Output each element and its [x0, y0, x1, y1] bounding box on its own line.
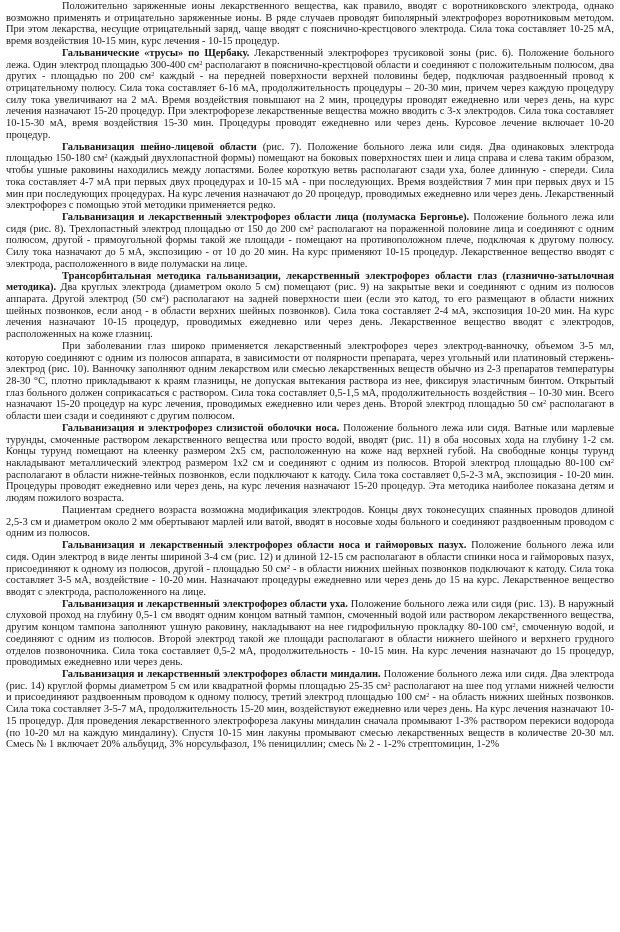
- body-text: Лекарственный электрофорез трусиковой зоны (рис. 6). Положение больного лежа. Один электрод площадью 300-400 см: [6, 47, 614, 71]
- body-text: Положение больного лежа или сидя. Ватные или марлевые турунды, смоченные раствором лекарственного вещества или просто водой, вводят (рис. 11) в оба носовых хода на глубину 1-2 см. Концы турунд помещают на клеенку размером 2х5 см, расположенную на коже над верхней губой. На свободные концы турунд накладывают металлический электрод размером 1х2 см и соединяют с одним из полюсов. Второй электрод площадью 80-100 см: [6, 422, 614, 470]
- paragraph: [6, 212, 614, 271]
- body-text: Положение больного лежа или сидя (рис. 8). Трехлопастный электрод площадью от 150 до 200 см: [6, 211, 615, 235]
- section-heading: Гальванизация и лекарственный электрофорез области носа и гайморовых пазух.: [62, 540, 467, 552]
- body-text: располагают на пораженной половине лица и соединяют с одним полюсом, другой - прямоугольной формы такой же площади - помещают на противоположном плече, подключая к другому полюсу. Силу тока назначают до 5 мА, экспозицию - от 10 до 20 мин. На курс применяют 10-15 процедур. Лекарственное вещество вводят с электрода, расположенного в виде полумаски на лице.: [6, 223, 614, 270]
- superscript: 2: [199, 59, 203, 67]
- superscript: 2: [610, 458, 614, 466]
- paragraph: [6, 142, 614, 212]
- body-text: Два круглых электрода (диаметром около 5 см) помещают (рис. 9) на закрытые веки и соединяют с одним из полюсов аппарата. Другой электрод (50 см: [6, 282, 614, 305]
- superscript: 2: [162, 293, 166, 301]
- section-heading: Гальванизация и лекарственный электрофорез области миндалин.: [62, 668, 381, 680]
- body-text: , смоченную водой, и соединяют с одним из полюсов. Второй электрод такой же площади располагают в области нижнего шейного и верхнего грудного отделов позвоночника. Сила тока составляет 0,5-2 мА, продолжительность - 10-15 мин. На курс лечения назначают до 15 процедур, проводимых ежедневно или через день.: [6, 622, 614, 669]
- paragraph: [6, 599, 614, 669]
- superscript: 2: [426, 692, 430, 700]
- superscript: 2: [286, 563, 291, 571]
- superscript: 2: [151, 71, 155, 79]
- body-text: каждый - на передней поверхности верхней половины бедер, подключая раздвоенный провод к отрицательному полюсу. Сила тока составляет 6-16 мА, продолжительность процедуры – 20-30 мин, причем через каждую процедуру силу тока увеличивают на 2 мА. Время воздействия повышают на 2 мин, процедуры проводят ежедневно или через день, на курс лечения назначают 15-20 процедур. При электрофорезе лекарственные вещества можно вводить с 3-х электродов. Сила тока составляет 10-15-30 мА, время воздействия 15-30 мин. Процедуры проводят ежедневно или через день. Курсовое лечение включает 10-20 процедур.: [6, 71, 614, 141]
- paragraph: [6, 669, 614, 751]
- paragraph: [6, 341, 614, 423]
- body-text: ) располагают на задней поверхности шеи (если это катод, то его размещают в области нижних шейных позвонков, если анод - в области верхних шейных позвонков). Сила тока составляет 2-4 мА, экспозиция 10-20 мин. На курс лечения назначают 10-15 процедур, проводимых ежедневно или через день. Лекарственное вещество вводят с электродов, расположенных на коже глазниц.: [6, 293, 614, 341]
- body-text: располагают на шее под углами нижней челюсти и присоединяют раздвоенным проводом к одному полюсу, третий электрод площадью 100 см: [6, 680, 614, 704]
- section-heading: Гальванизация и электрофорез слизистой оболочки носа.: [62, 422, 340, 434]
- body-text: (рис. 7). Положение больного лежа или сидя. Два одинаковых электрода площадью 150-180 см: [6, 141, 614, 165]
- paragraph: [6, 48, 614, 142]
- superscript: 2: [543, 399, 547, 407]
- superscript: 2: [104, 153, 108, 161]
- body-text: - на область нижних шейных позвонков. Сила тока составляет 3-5-7 мА, продолжительность 15-20 мин, воздействуют ежедневно или через день. На курс лечения назначают 10-15 процедур. Для проведения лекарственного электрофореза лакуны миндалин сначала промывают 1-3% раствором перекиси водорода (по 10-20 мл на каждую миндалину). Спустя 10-15 мин лакуны промывают смесью лекарственных веществ в количестве 20-30 мл. Смесь № 1 включает 20% альбуцид, 3% норсульфазол, 1% пенициллин; смесь № 2 - 1-2% стрептомицин, 1-2%: [6, 692, 614, 751]
- superscript: 2: [387, 680, 391, 688]
- paragraph: [6, 423, 614, 505]
- body-text: располагают в пояснично-крестцовой области и соединяют с положительным полюсом, два других - площадью по 200 см: [6, 59, 614, 83]
- body-text: Положение больного лежа или сидя. Два электрода (рис. 14) круглой формы диаметром 5 см или квадратной формы площадью 25-35 см: [6, 668, 614, 692]
- body-text: Положение больного лежа или сидя (рис. 13). В наружный слуховой проход на глубину 0,5-1 см вводят одним концом ватный тампон, смоченный водой или раствором лекарственного вещества, другим концом тампона заполняют ушную раковину, накладывают на нее гидрофильную прокладку 80-100 см: [6, 598, 614, 634]
- body-text: Положение больного лежа или сидя. Один электрод в виде ленты шириной 3-4 см (рис. 12) и длиной 12-15 см располагают в области спинки носа и гайморовых пазух, присоединяют к одному из полюсов, другой - площадью 50 см: [6, 540, 615, 575]
- body-text: Пациентам среднего возраста возможна модификация электродов. Концы двух токонесущих спаянных проводов длиной 2,5-3 см и диаметром около 2 мм обертывают марлей или ватой, вводят в носовые ходы больного и соединяют раздвоенным проводом с одним из полюсов.: [6, 504, 614, 540]
- section-heading: Гальванизация шейно-лицевой области: [62, 141, 257, 153]
- body-text: - в области нижних шейных позвонков подключают к катоду. Сила тока составляет 3-5 мА, воздействие - 10-20 мин. Назначают процедуры ежедневно или через день до 15 на курс. Лекарственное вещество вводят с электрода, расположенного на лице.: [6, 563, 614, 598]
- body-text: Положительно заряженные ионы лекарственного вещества, как правило, вводят с воротниковского электрода, однако возможно применять и отрицательно заряженные ионы. В ряде случаев проводят биполярный электрофорез воротниковым методом. При этом лекарства, несущие отрицательный заряд, чаще вводят с пояснично-крестцового электрода. Сила тока составляет 10-25 мА, время воздействия 10-15 мин, курс лечения - 10-15 процедур.: [6, 1, 614, 48]
- body-text: располагают в области шеи сзади и соединяют с другим полюсом.: [6, 399, 615, 423]
- section-heading: Гальванические «трусы» по Щербаку.: [62, 47, 250, 59]
- section-heading: Гальванизация и лекарственный электрофорез области лица (полумаска Бергонье).: [62, 211, 470, 223]
- superscript: 2: [512, 622, 516, 630]
- superscript: 2: [310, 223, 314, 231]
- body-text: (каждый двухлопастной формы) помещают на боковых поверхностях шеи и лица справа и слева таким образом, чтобы ушные раковины находились между лопастями. Более короткую ветвь располагают сзади уха, более длинную - спереди. Сила тока составляет 4-7 мА при первых двух процедурах и 10-15 мА - при последующих. Время воздействия 7 мин при первых двух и 15 мин при последующих процедурах. На курс лечения назначают до 20 процедур, проводимых ежедневно или через день. Лекарственный электрофорез с помощью этой методики применяется редко.: [6, 153, 614, 212]
- section-heading: Гальванизация и лекарственный электрофорез области уха.: [62, 598, 348, 610]
- paragraph: [6, 271, 614, 341]
- section-heading: Трансорбитальная методика гальванизации, лекарственный электрофорез области глаз (глазнично-затылочная методика).: [6, 270, 614, 294]
- paragraph: [6, 540, 614, 599]
- paragraph: [6, 505, 614, 540]
- body-text: располагают в области нижне-тейных позвонков, если подключают к катоду. Сила тока составляет 0,5-2-3 мА, экспозиция - 10-20 мин. Процедуры проводят ежедневно или через день, на курс лечения назначают 15-20 процедур. Эта методика наиболее показана детям и людям пожилого возраста.: [6, 469, 614, 505]
- paragraph: [6, 1, 614, 48]
- body-text: При заболевании глаз широко применяется лекарственный электрофорез через электрод-ванночку, объемом 3-5 мл, которую соединяют с одним из полюсов аппарата, в зависимости от полярности препарата, через угольный или платиновый стержень-электрод (рис. 10). Ванночку заполняют одним лекарством или смесью лекарственных веществ обычно из 2-3 препаратов температуры 28-30 °С, плотно прикладывают к краям глазницы, не допуская вытекания раствора из нее, фиксируя эластичным бинтом. Открытый глаз больного должен соприкасаться с раствором. Сила тока составляет 0,5-1,5 мА, продолжительность воздействия – 10-30 мин. Всего назначают 15-20 процедур на курс лечения, проводимых ежедневно или через день. Второй электрод площадью 50 см: [6, 340, 614, 411]
